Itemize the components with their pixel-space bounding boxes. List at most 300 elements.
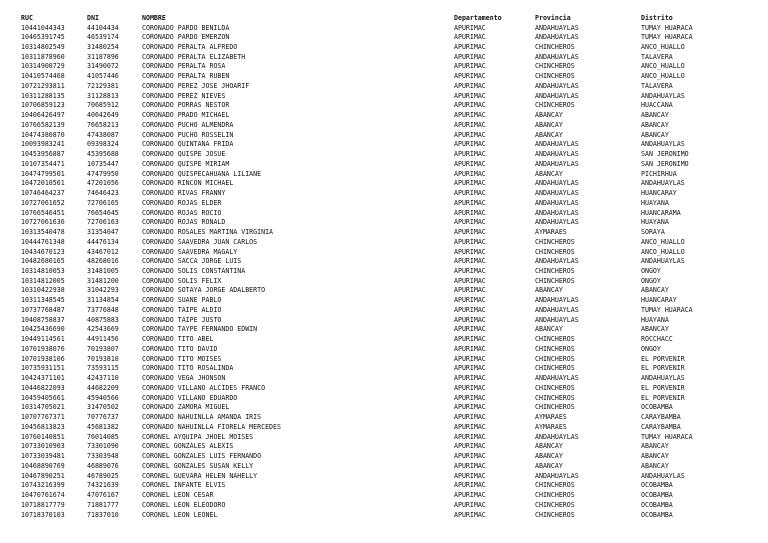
cell-provincia: CHINCHEROS [535,500,575,509]
table-row [0,238,768,247]
cell-departamento: APURIMAC [454,257,486,266]
table-row [0,491,768,500]
table-row [0,160,768,169]
table-row [0,394,768,403]
cell-dni: 44476134 [87,237,119,246]
cell-distrito: SAN JERONIMO [641,150,689,159]
cell-distrito: TUMAY HUARACA [641,23,693,32]
table-row [0,316,768,325]
table-row [0,121,768,130]
table-row [0,413,768,422]
cell-nombre: CORONADO RIVAS FRANNY [142,189,226,198]
cell-ruc: 10766546451 [21,208,65,217]
cell-dni: 42437110 [87,374,119,383]
cell-nombre: CORONADO SAAVEDRA JUAN CARLOS [142,237,258,246]
cell-ruc: 10424371101 [21,374,65,383]
cell-distrito: ABANCAY [641,120,669,129]
cell-ruc: 10474380870 [21,130,65,139]
cell-dni: 73776848 [87,305,119,314]
cell-distrito: ANDAHUAYLAS [641,471,685,480]
cell-nombre: CORONADO ÑAHUINLLA AMANDA IRIS [142,413,262,422]
cell-dni: 31354047 [87,228,119,237]
cell-distrito: EL PORVENIR [641,354,685,363]
cell-dni: 73593115 [87,364,119,373]
cell-provincia: CHINCHEROS [535,237,575,246]
cell-departamento: APURIMAC [454,81,486,90]
cell-departamento: APURIMAC [454,276,486,285]
cell-dni: 71837010 [87,510,119,519]
cell-dni: 72706163 [87,218,119,227]
cell-distrito: ANCO_HUALLO [641,42,685,51]
cell-ruc: 10410574468 [21,72,65,81]
cell-provincia: ANDAHUAYLAS [535,471,579,480]
cell-distrito: PICHIRHUA [641,169,677,178]
cell-ruc: 10737768487 [21,305,65,314]
cell-nombre: CORONADO PRADO MICHAEL [142,111,230,120]
cell-provincia: ABANCAY [535,120,563,129]
table-row [0,179,768,188]
cell-ruc: 10406426497 [21,111,65,120]
cell-provincia: CHINCHEROS [535,101,575,110]
cell-distrito: SAN JERONIMO [641,159,689,168]
cell-provincia: ANDAHUAYLAS [535,23,579,32]
cell-departamento: APURIMAC [454,491,486,500]
cell-ruc: 10465391745 [21,33,65,42]
cell-nombre: CORONADO TITO ABEL [142,335,214,344]
cell-departamento: APURIMAC [454,42,486,51]
cell-dni: 76658213 [87,120,119,129]
cell-provincia: ABANCAY [535,442,563,451]
cell-dni: 46889076 [87,461,119,470]
cell-dni: 76654645 [87,208,119,217]
cell-distrito: TUMAY HUARACA [641,432,693,441]
cell-distrito: ONGOY [641,267,661,275]
cell-nombre: CORONEL LEON LEONEL [142,510,218,519]
cell-dni: 41057446 [87,72,119,81]
cell-nombre: CORONADO TITO DAVID [142,344,218,353]
cell-departamento: APURIMAC [454,52,486,61]
cell-nombre: CORONADO ROJAS RONALD [142,218,226,227]
cell-ruc: 10456813823 [21,422,65,431]
table-row [0,53,768,62]
cell-ruc: 10446822093 [21,383,65,392]
cell-nombre: CORONADO PERALTA RUBEN [142,72,230,81]
table-header-row [0,14,768,23]
cell-ruc: 10441044343 [21,23,65,32]
cell-nombre: CORONADO PARDO BENILDA [142,23,230,32]
cell-dni: 31480254 [87,42,119,51]
cell-distrito: ROCCHACC [641,335,673,344]
cell-dni: 71881777 [87,500,119,509]
column-header-dni: DNI [87,14,99,22]
cell-nombre: CORONADO SOLIS CONSTANTINA [142,267,246,275]
cell-departamento: APURIMAC [454,111,486,120]
cell-ruc: 10707767371 [21,413,65,422]
cell-provincia: ABANCAY [535,130,563,139]
cell-distrito: TUMAY HUARACA [641,33,693,42]
cell-distrito: HUAYANA [641,218,669,227]
cell-ruc: 10408758837 [21,315,65,324]
cell-nombre: CORONEL LEON ELEODORO [142,500,226,509]
cell-provincia: ANDAHUAYLAS [535,91,579,100]
cell-distrito: ONGOY [641,276,661,285]
cell-departamento: APURIMAC [454,422,486,431]
cell-provincia: CHINCHEROS [535,393,575,402]
cell-provincia: ANDAHUAYLAS [535,432,579,441]
cell-nombre: CORONADO TITO ROSALINDA [142,364,234,373]
cell-dni: 48268016 [87,257,119,266]
cell-provincia: ANDAHUAYLAS [535,296,579,305]
cell-departamento: APURIMAC [454,481,486,490]
cell-ruc: 10482680165 [21,257,65,266]
cell-provincia: CHINCHEROS [535,276,575,285]
table-row [0,101,768,110]
cell-distrito: ANDAHUAYLAS [641,374,685,383]
cell-provincia: CHINCHEROS [535,335,575,344]
cell-dni: 72129381 [87,81,119,90]
cell-ruc: 10467890251 [21,471,65,480]
cell-provincia: ANDAHUAYLAS [535,208,579,217]
cell-dni: 73301090 [87,442,119,451]
cell-dni: 74646423 [87,189,119,198]
cell-departamento: APURIMAC [454,374,486,383]
cell-dni: 74321639 [87,481,119,490]
cell-nombre: CORONEL GONZALES ALEXIS [142,442,234,451]
cell-departamento: APURIMAC [454,432,486,441]
column-header-nombre: NOMBRE [142,14,166,22]
cell-dni: 47076167 [87,491,119,500]
cell-ruc: 10733010903 [21,442,65,451]
cell-departamento: APURIMAC [454,169,486,178]
cell-distrito: HUAYANA [641,315,669,324]
cell-provincia: CHINCHEROS [535,62,575,71]
cell-nombre: CORONADO SUAÑE PABLO [142,296,222,305]
table-row [0,218,768,227]
cell-dni: 42543669 [87,325,119,334]
table-row [0,511,768,520]
cell-ruc: 10107354471 [21,159,65,168]
cell-departamento: APURIMAC [454,267,486,275]
table-row [0,267,768,276]
cell-provincia: ABANCAY [535,461,563,470]
cell-provincia: ABANCAY [535,169,563,178]
cell-nombre: CORONADO PUCHO ROSSELIN [142,130,234,139]
cell-departamento: APURIMAC [454,393,486,402]
cell-dni: 31470502 [87,403,119,412]
cell-dni: 70776737 [87,413,119,422]
cell-ruc: 10721293811 [21,81,65,90]
table-row [0,92,768,101]
cell-provincia: ANDAHUAYLAS [535,150,579,159]
cell-nombre: CORONADO TAYPE FERNANDO EDWIN [142,325,258,334]
cell-distrito: ANCO_HUALLO [641,72,685,81]
cell-provincia: CHINCHEROS [535,247,575,256]
cell-distrito: ABANCAY [641,452,669,461]
cell-nombre: CORONADO PORRAS NESTOR [142,101,230,110]
cell-ruc: 10468890769 [21,461,65,470]
cell-dni: 43467012 [87,247,119,256]
table-row [0,501,768,510]
table-row [0,433,768,442]
cell-departamento: APURIMAC [454,208,486,217]
cell-provincia: CHINCHEROS [535,72,575,81]
cell-dni: 46539174 [87,33,119,42]
table-row [0,33,768,42]
table-row [0,189,768,198]
cell-provincia: ANDAHUAYLAS [535,140,579,149]
cell-dni: 46789025 [87,471,119,480]
cell-nombre: CORONADO TITO MOISES [142,354,222,363]
cell-ruc: 10093983241 [21,140,65,149]
table-row [0,170,768,179]
cell-distrito: EL PORVENIR [641,393,685,402]
table-row [0,335,768,344]
cell-provincia: ANDAHUAYLAS [535,374,579,383]
cell-dni: 31128813 [87,91,119,100]
cell-distrito: HUAYANA [641,198,669,207]
table-row [0,403,768,412]
table-row [0,374,768,383]
cell-dni: 31481005 [87,267,119,275]
cell-departamento: APURIMAC [454,296,486,305]
cell-departamento: APURIMAC [454,344,486,353]
table-row [0,277,768,286]
cell-nombre: CORONADO SACCA JORGE LUIS [142,257,242,266]
cell-departamento: APURIMAC [454,413,486,422]
cell-ruc: 10727061652 [21,198,65,207]
cell-departamento: APURIMAC [454,461,486,470]
cell-dni: 47201056 [87,179,119,188]
cell-nombre: CORONADO VEGA JHONSON [142,374,226,383]
cell-ruc: 10727061636 [21,218,65,227]
cell-departamento: APURIMAC [454,383,486,392]
cell-dni: 31490072 [87,62,119,71]
cell-departamento: APURIMAC [454,130,486,139]
table-row [0,72,768,81]
cell-ruc: 10314705021 [21,403,65,412]
cell-ruc: 10425436690 [21,325,65,334]
table-row [0,442,768,451]
cell-departamento: APURIMAC [454,325,486,334]
cell-dni: 44682209 [87,383,119,392]
cell-nombre: CORONEL INFANTE ELVIS [142,481,226,490]
cell-departamento: APURIMAC [454,335,486,344]
cell-dni: 09398324 [87,140,119,149]
cell-dni: 31134854 [87,296,119,305]
cell-distrito: ABANCAY [641,286,669,295]
table-row [0,384,768,393]
cell-ruc: 10310422938 [21,286,65,295]
table-row [0,199,768,208]
cell-dni: 72706165 [87,198,119,207]
table-row [0,209,768,218]
cell-dni: 40875883 [87,315,119,324]
cell-distrito: OCOBAMBA [641,403,673,412]
cell-ruc: 10701938106 [21,354,65,363]
cell-nombre: CORONADO TAIPE JUSTO [142,315,222,324]
cell-departamento: APURIMAC [454,72,486,81]
cell-provincia: ANDAHUAYLAS [535,315,579,324]
cell-provincia: CHINCHEROS [535,403,575,412]
table-row [0,248,768,257]
cell-nombre: CORONADO PERALTA ROSA [142,62,226,71]
cell-departamento: APURIMAC [454,23,486,32]
cell-provincia: ANDAHUAYLAS [535,257,579,266]
cell-distrito: ANDAHUAYLAS [641,140,685,149]
cell-distrito: SORAYA [641,228,665,237]
cell-ruc: 10474799501 [21,169,65,178]
cell-nombre: CORONADO QUINTANA FRIDA [142,140,234,149]
table-row [0,131,768,140]
cell-departamento: APURIMAC [454,500,486,509]
cell-dni: 10735447 [87,159,119,168]
table-row [0,345,768,354]
cell-provincia: ANDAHUAYLAS [535,198,579,207]
cell-departamento: APURIMAC [454,354,486,363]
cell-provincia: CHINCHEROS [535,267,575,275]
cell-ruc: 10434670123 [21,247,65,256]
cell-provincia: ANDAHUAYLAS [535,218,579,227]
cell-distrito: EL PORVENIR [641,383,685,392]
cell-nombre: CORONEL GUEVARA HELEN NAHELLY [142,471,258,480]
table-row [0,296,768,305]
cell-distrito: TALAVERA [641,52,673,61]
cell-departamento: APURIMAC [454,33,486,42]
cell-distrito: ANCO_HUALLO [641,62,685,71]
cell-provincia: CHINCHEROS [535,510,575,519]
cell-departamento: APURIMAC [454,305,486,314]
cell-distrito: CARAYBAMBA [641,413,681,422]
cell-provincia: CHINCHEROS [535,383,575,392]
cell-nombre: CORONADO QUISPE MIRIAM [142,159,230,168]
cell-ruc: 10314900729 [21,62,65,71]
cell-provincia: AYMARAES [535,228,567,237]
cell-ruc: 10449114561 [21,335,65,344]
cell-ruc: 10314802549 [21,42,65,51]
table-row [0,111,768,120]
cell-ruc: 10311348545 [21,296,65,305]
table-row [0,82,768,91]
cell-dni: 47438087 [87,130,119,139]
cell-distrito: ABANCAY [641,442,669,451]
table-row [0,481,768,490]
table-row [0,472,768,481]
cell-nombre: CORONADO ROJAS ELDER [142,198,222,207]
cell-ruc: 10733039481 [21,452,65,461]
cell-departamento: APURIMAC [454,247,486,256]
cell-distrito: ANDAHUAYLAS [641,257,685,266]
cell-nombre: CORONADO ROSALES MARTINA VIRGINIA [142,228,274,237]
cell-nombre: CORONEL AYQUIPA JHOEL MOISES [142,432,254,441]
cell-ruc: 10444761348 [21,237,65,246]
table-row [0,452,768,461]
cell-departamento: APURIMAC [454,159,486,168]
table-row [0,150,768,159]
cell-dni: 70193807 [87,344,119,353]
cell-ruc: 10313540478 [21,228,65,237]
table-row [0,62,768,71]
cell-distrito: HUACCANA [641,101,673,110]
cell-nombre: CORONEL GONZALES SUSAN KELLY [142,461,254,470]
cell-dni: 44911456 [87,335,119,344]
cell-distrito: HUANCARAY [641,296,677,305]
cell-departamento: APURIMAC [454,120,486,129]
cell-dni: 31042293 [87,286,119,295]
cell-nombre: CORONADO PEREZ JOSE JHOARIF [142,81,250,90]
cell-departamento: APURIMAC [454,198,486,207]
cell-nombre: CORONADO QUISPECAHUANA LILIANE [142,169,262,178]
cell-ruc: 10311288135 [21,91,65,100]
cell-ruc: 10760140851 [21,432,65,441]
cell-distrito: ABANCAY [641,111,669,120]
cell-distrito: HUANCARAY [641,189,677,198]
column-header-departamento: Departamento [454,14,502,22]
cell-provincia: ABANCAY [535,452,563,461]
cell-distrito: HUANCARAMA [641,208,681,217]
cell-nombre: CORONADO ÑAHUINLLA FIORELA MERCEDES [142,422,281,431]
cell-nombre: CORONEL GONZALES LUIS FERNANDO [142,452,262,461]
cell-ruc: 10459405661 [21,393,65,402]
cell-ruc: 10766582139 [21,120,65,129]
cell-departamento: APURIMAC [454,452,486,461]
cell-provincia: CHINCHEROS [535,481,575,490]
cell-distrito: ABANCAY [641,461,669,470]
cell-distrito: ANDAHUAYLAS [641,179,685,188]
table-row [0,286,768,295]
cell-provincia: ANDAHUAYLAS [535,52,579,61]
cell-provincia: ABANCAY [535,111,563,120]
cell-ruc: 10472010561 [21,179,65,188]
cell-departamento: APURIMAC [454,189,486,198]
table-row [0,228,768,237]
cell-departamento: APURIMAC [454,442,486,451]
table-row [0,140,768,149]
cell-provincia: ANDAHUAYLAS [535,179,579,188]
cell-ruc: 10314810053 [21,267,65,275]
table-row [0,423,768,432]
cell-provincia: CHINCHEROS [535,354,575,363]
cell-ruc: 10735931151 [21,364,65,373]
cell-provincia: CHINCHEROS [535,42,575,51]
cell-distrito: OCOBAMBA [641,481,673,490]
cell-provincia: AYMARAES [535,413,567,422]
cell-ruc: 10746464237 [21,189,65,198]
cell-departamento: APURIMAC [454,62,486,71]
cell-departamento: APURIMAC [454,91,486,100]
cell-distrito: TUMAY HUARACA [641,305,693,314]
table-row [0,306,768,315]
cell-nombre: CORONADO PUCHO ALMENDRA [142,120,234,129]
cell-provincia: ANDAHUAYLAS [535,159,579,168]
cell-ruc: 10706859123 [21,101,65,110]
cell-nombre: CORONADO PERALTA ALFREDO [142,42,238,51]
cell-provincia: ANDAHUAYLAS [535,305,579,314]
cell-provincia: AYMARAES [535,422,567,431]
cell-departamento: APURIMAC [454,150,486,159]
cell-dni: 45395688 [87,150,119,159]
cell-departamento: APURIMAC [454,228,486,237]
cell-nombre: CORONADO SOLIS FELIX [142,276,222,285]
cell-ruc: 10470761674 [21,491,65,500]
cell-departamento: APURIMAC [454,510,486,519]
cell-ruc: 10311878960 [21,52,65,61]
cell-provincia: ANDAHUAYLAS [535,189,579,198]
cell-distrito: OCOBAMBA [641,491,673,500]
cell-ruc: 10718817779 [21,500,65,509]
cell-departamento: APURIMAC [454,286,486,295]
cell-dni: 45940566 [87,393,119,402]
cell-departamento: APURIMAC [454,403,486,412]
